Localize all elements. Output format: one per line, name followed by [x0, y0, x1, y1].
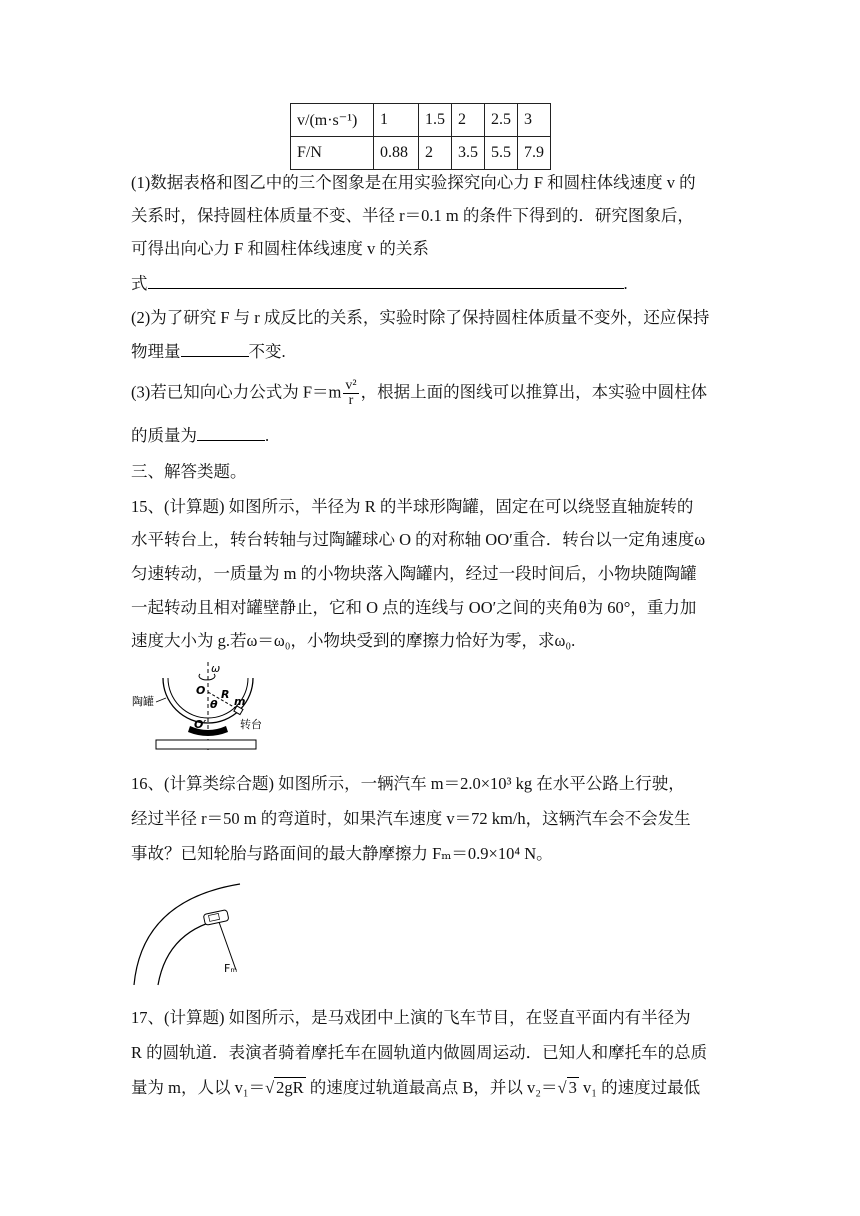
q1-answer-line [131, 272, 628, 295]
p17-text: 的速度过轨道最高点 B，并以 v₂＝√ [305, 1078, 567, 1097]
table-cell: 3.5 [452, 137, 485, 170]
data-table [290, 103, 551, 170]
q2-answer-line [131, 340, 286, 363]
fraction [343, 379, 358, 408]
p15-line: 水平转台上，转台转轴与过陶罐球心 O 的对称轴 OO′重合．转台以一定角速度ω [131, 530, 706, 549]
table-cell: 1.5 [419, 104, 452, 137]
answer-blank[interactable] [181, 340, 249, 357]
force-label: Fₘ [224, 962, 238, 975]
omega-label: ω [211, 662, 221, 675]
turntable-label: 转台 [240, 718, 262, 731]
p17-text: v₁ 的速度过最低 [578, 1078, 701, 1097]
fraction-denominator: r [348, 393, 354, 408]
answer-blank[interactable] [148, 272, 624, 289]
table-cell: 3 [518, 104, 551, 137]
q3-suffix2: . [265, 426, 270, 445]
turntable-rect [156, 740, 256, 749]
p16-line: 事故？已知轮胎与路面间的最大静摩擦力 Fₘ＝0.9×10⁴ N。 [131, 844, 553, 863]
q3-prefix2: 的质量为 [131, 426, 197, 445]
p15-line: 匀速转动，一质量为 m 的小物块落入陶罐内，经过一段时间后，小物块随陶罐 [131, 564, 697, 583]
table-cell: 1 [374, 104, 419, 137]
table-cell: 0.88 [374, 137, 419, 170]
sqrt-expr: 3 [568, 1078, 577, 1097]
q3-suffix: ，根据上面的图线可以推算出，本实验中圆柱体 [360, 382, 708, 402]
q1-suffix: . [623, 274, 628, 293]
p15-line: 一起转动且相对罐壁静止，它和 O 点的连线与 OO′之间的夹角θ为 60°，重力加 [131, 598, 697, 617]
table-cell: 2 [452, 104, 485, 137]
table-cell: 5.5 [485, 137, 518, 170]
p17-text: 量为 m，人以 v₁＝√ [131, 1078, 275, 1097]
q2-line: (2)为了研究 F 与 r 成反比的关系，实验时除了保持圆柱体质量不变外，还应保持 [131, 308, 710, 327]
table-cell: 2.5 [485, 104, 518, 137]
table-row [291, 137, 551, 170]
Oprime-label: O′ [194, 718, 207, 731]
R-label: R [221, 688, 230, 701]
q2-suffix: 不变. [248, 342, 286, 361]
curve-car-figure [128, 880, 258, 990]
theta-label: θ [210, 698, 218, 711]
p16-line: 16、(计算类综合题) 如图所示，一辆汽车 m＝2.0×10³ kg 在水平公路上行驶， [131, 774, 685, 793]
q3-answer-line [131, 424, 269, 447]
p15-line: 15、(计算题) 如图所示，半径为 R 的半球形陶罐，固定在可以绕竖直轴旋转的 [131, 497, 694, 516]
table-cell: 2 [419, 137, 452, 170]
p17-line: 17、(计算题) 如图所示，是马戏团中上演的飞车节目，在竖直平面内有半径为 [131, 1008, 691, 1027]
fraction-numerator: v² [345, 378, 357, 393]
sqrt-expr: 2gR [276, 1078, 304, 1097]
q2-prefix: 物理量 [131, 342, 181, 361]
p17-line: R 的圆轨道．表演者骑着摩托车在圆轨道内做圆周运动．已知人和摩托车的总质 [131, 1043, 708, 1062]
q1-prefix: 式 [131, 274, 148, 293]
answer-blank[interactable] [197, 424, 265, 441]
car-icon [203, 910, 229, 926]
q3-line [131, 379, 707, 408]
q1-line: (1)数据表格和图乙中的三个图象是在用实验探究向心力 F 和圆柱体线速度 v 的 [131, 173, 696, 192]
inner-road-edge [158, 918, 228, 985]
q3-prefix: (3)若已知向心力公式为 F＝m [131, 382, 342, 402]
p17-line [131, 1077, 700, 1099]
leader-line [156, 698, 166, 702]
section-heading: 三、解答类题。 [131, 462, 247, 481]
q1-line: 关系时，保持圆柱体质量不变、半径 r＝0.1 m 的条件下得到的．研究图象后， [131, 206, 694, 225]
jar-label: 陶罐 [132, 695, 154, 708]
jar-turntable-figure [128, 660, 268, 755]
O-label: O [196, 684, 206, 697]
table-cell: v/(m·s⁻¹) [291, 104, 374, 137]
m-label: m [234, 695, 246, 708]
q1-line: 可得出向心力 F 和圆柱体线速度 v 的关系 [131, 239, 429, 258]
table-cell: 7.9 [518, 137, 551, 170]
table-row [291, 104, 551, 137]
table-cell: F/N [291, 137, 374, 170]
p16-line: 经过半径 r＝50 m 的弯道时，如果汽车速度 v＝72 km/h，这辆汽车会不会发生 [131, 809, 691, 828]
p15-line: 速度大小为 g.若ω＝ω₀，小物块受到的摩擦力恰好为零，求ω₀. [131, 631, 576, 650]
